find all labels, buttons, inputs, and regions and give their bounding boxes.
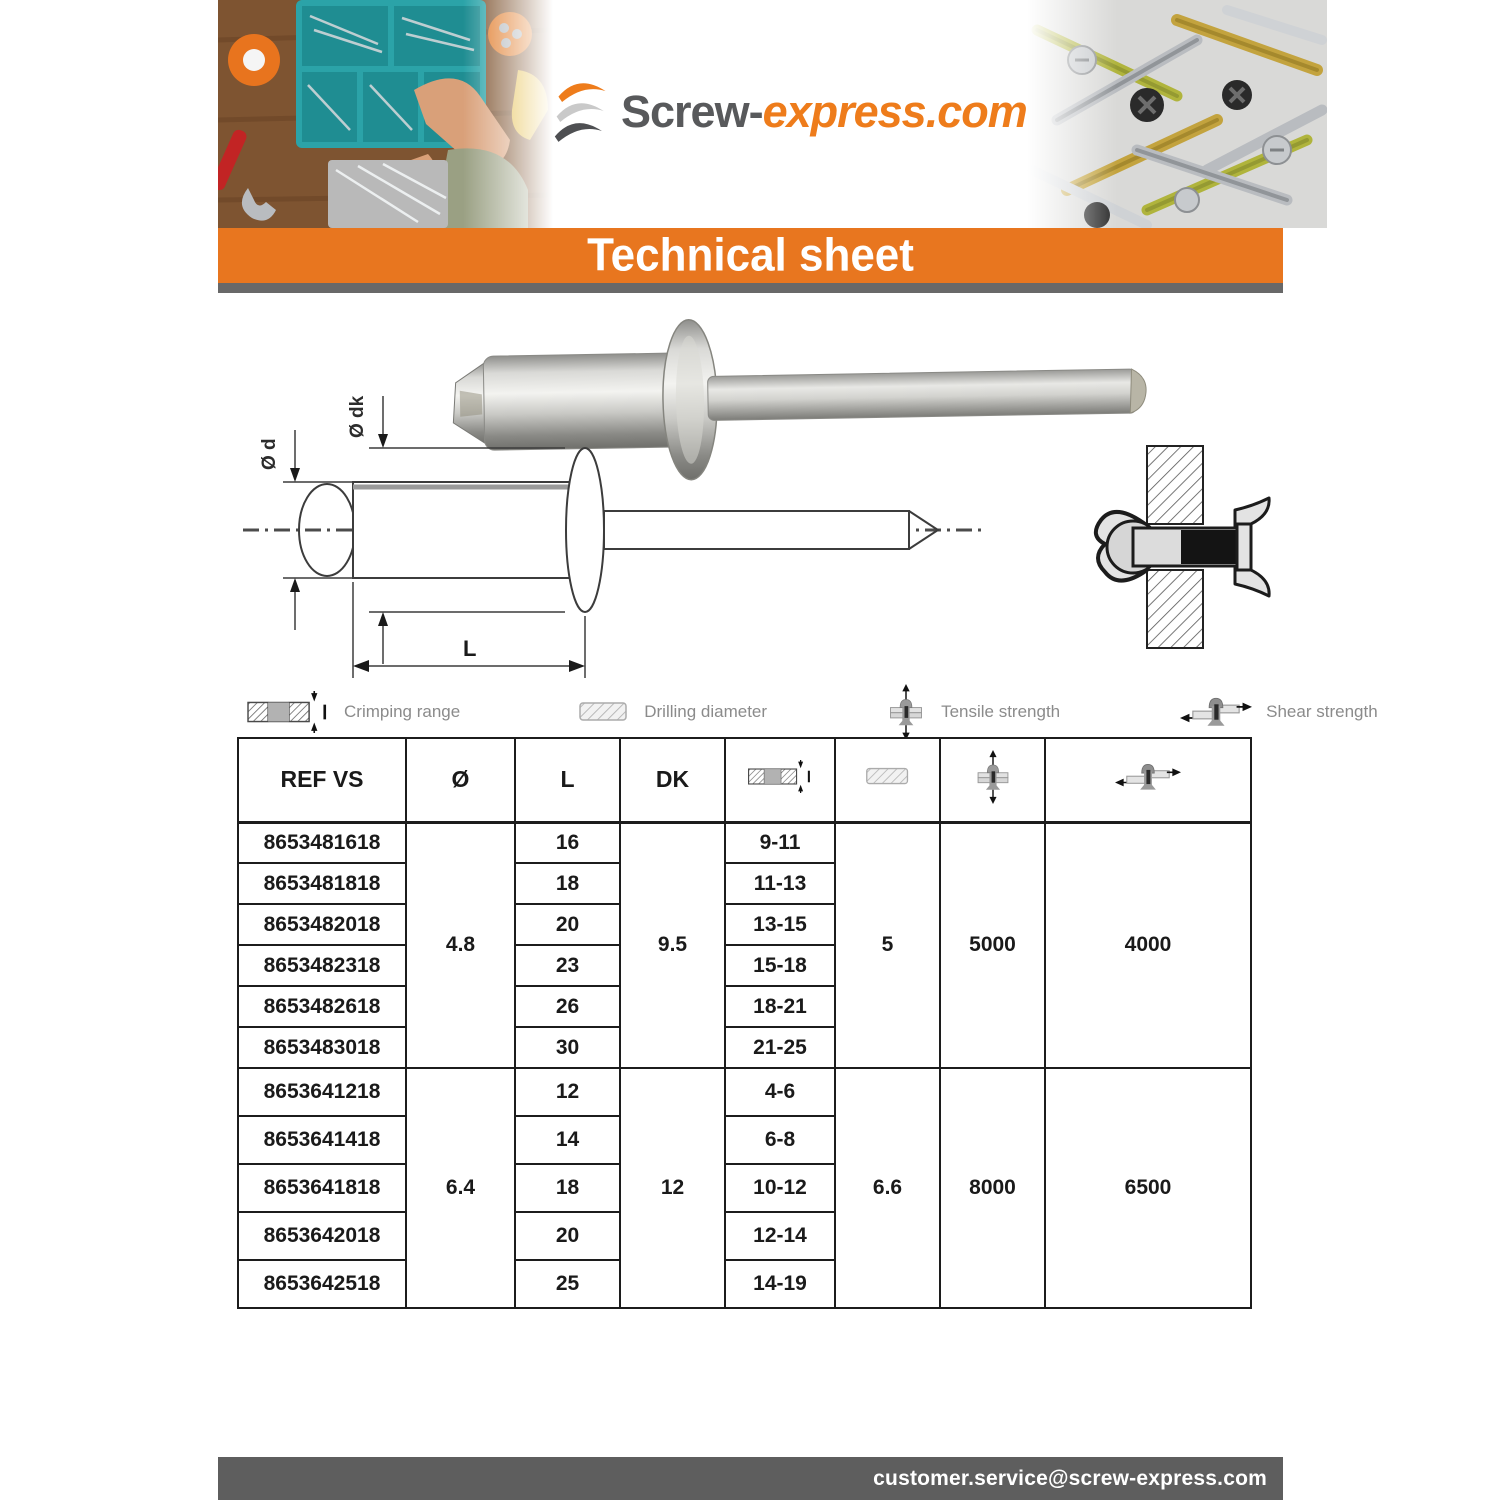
cell-ref: 8653481618 bbox=[238, 822, 406, 863]
customer-service-email: customer.service@screw-express.com bbox=[873, 1466, 1267, 1490]
dim-label-dk: Ø dk bbox=[347, 395, 368, 438]
col-header-shear-strength bbox=[1045, 738, 1251, 822]
cell-crimping-range: 9-11 bbox=[725, 822, 835, 863]
cell-length: 25 bbox=[515, 1260, 620, 1308]
cell-length: 16 bbox=[515, 822, 620, 863]
col-header-tensile-strength bbox=[940, 738, 1045, 822]
cell-shear-strength: 4000 bbox=[1045, 822, 1251, 1068]
cell-shear-strength: 6500 bbox=[1045, 1068, 1251, 1308]
cell-ref: 8653482318 bbox=[238, 945, 406, 986]
crimping-range-icon bbox=[747, 760, 813, 793]
cell-crimping-range: 11-13 bbox=[725, 863, 835, 904]
legend-item-crimping-range bbox=[246, 691, 460, 733]
logo bbox=[553, 78, 1027, 146]
left-photo bbox=[218, 0, 553, 228]
cell-tensile-strength: 5000 bbox=[940, 822, 1045, 1068]
cell-dk: 9.5 bbox=[620, 822, 725, 1068]
cell-ref: 8653482018 bbox=[238, 904, 406, 945]
cell-diameter: 4.8 bbox=[406, 822, 515, 1068]
title-banner bbox=[218, 228, 1283, 283]
shear-strength-icon bbox=[1115, 757, 1181, 797]
banner-underline-strip bbox=[218, 283, 1283, 293]
cell-ref: 8653642018 bbox=[238, 1212, 406, 1260]
cell-length: 12 bbox=[515, 1068, 620, 1116]
dim-label-d: Ø d bbox=[259, 438, 280, 470]
cell-ref: 8653482618 bbox=[238, 986, 406, 1027]
cell-crimping-range: 10-12 bbox=[725, 1164, 835, 1212]
legend-item-tensile-strength bbox=[885, 684, 1060, 740]
cell-crimping-range: 4-6 bbox=[725, 1068, 835, 1116]
tensile-strength-icon bbox=[885, 684, 927, 740]
cell-ref: 8653481818 bbox=[238, 863, 406, 904]
cell-ref: 8653641818 bbox=[238, 1164, 406, 1212]
drilling-diameter-icon bbox=[578, 699, 630, 725]
logo-text bbox=[621, 86, 1027, 138]
col-header-dk: DK bbox=[620, 738, 725, 822]
footer-bar bbox=[218, 1457, 1283, 1500]
legend-label: Tensile strength bbox=[941, 702, 1061, 721]
cell-crimping-range: 14-19 bbox=[725, 1260, 835, 1308]
legend-item-drilling-diameter bbox=[578, 699, 767, 725]
table-row bbox=[238, 1068, 1251, 1116]
spec-table-body bbox=[238, 822, 1251, 1308]
spec-table bbox=[237, 737, 1252, 1309]
table-row bbox=[238, 822, 1251, 863]
crimping-range-icon bbox=[246, 691, 330, 733]
cell-length: 20 bbox=[515, 1212, 620, 1260]
photo-fade bbox=[463, 0, 553, 228]
cell-drilling-diameter: 5 bbox=[835, 822, 940, 1068]
cell-length: 18 bbox=[515, 863, 620, 904]
legend-label: Shear strength bbox=[1266, 702, 1378, 721]
cell-length: 26 bbox=[515, 986, 620, 1027]
page-title: Technical sheet bbox=[587, 229, 914, 281]
cell-length: 14 bbox=[515, 1116, 620, 1164]
col-header-crimping-range bbox=[725, 738, 835, 822]
logo-zone bbox=[553, 0, 1027, 228]
cell-ref: 8653642518 bbox=[238, 1260, 406, 1308]
drilling-diameter-icon bbox=[865, 765, 911, 788]
col-header-diameter: Ø bbox=[406, 738, 515, 822]
cell-crimping-range: 12-14 bbox=[725, 1212, 835, 1260]
legend-label: Crimping range bbox=[344, 702, 461, 721]
dim-label-length: L bbox=[463, 636, 477, 661]
cell-length: 20 bbox=[515, 904, 620, 945]
legend bbox=[218, 692, 1378, 732]
cell-crimping-range: 21-25 bbox=[725, 1027, 835, 1068]
cell-ref: 8653641418 bbox=[238, 1116, 406, 1164]
logo-swoosh-icon bbox=[553, 78, 611, 146]
photo-fade bbox=[1027, 0, 1117, 228]
cell-diameter: 6.4 bbox=[406, 1068, 515, 1308]
tensile-strength-icon bbox=[973, 750, 1013, 804]
col-header-drilling-diameter bbox=[835, 738, 940, 822]
cell-crimping-range: 13-15 bbox=[725, 904, 835, 945]
table-header-row bbox=[238, 738, 1251, 822]
logo-text-secondary: express.com bbox=[762, 86, 1027, 137]
cell-crimping-range: 18-21 bbox=[725, 986, 835, 1027]
right-photo bbox=[1027, 0, 1327, 228]
cell-drilling-diameter: 6.6 bbox=[835, 1068, 940, 1308]
header bbox=[218, 0, 1283, 228]
cell-length: 23 bbox=[515, 945, 620, 986]
spec-table-head bbox=[238, 738, 1251, 822]
cell-length: 30 bbox=[515, 1027, 620, 1068]
shear-strength-icon bbox=[1180, 690, 1252, 734]
col-header-ref: REF VS bbox=[238, 738, 406, 822]
logo-text-primary: Screw- bbox=[621, 86, 763, 137]
legend-label: Drilling diameter bbox=[644, 702, 768, 721]
cell-length: 18 bbox=[515, 1164, 620, 1212]
cell-tensile-strength: 8000 bbox=[940, 1068, 1045, 1308]
cell-crimping-range: 6-8 bbox=[725, 1116, 835, 1164]
cell-dk: 12 bbox=[620, 1068, 725, 1308]
legend-item-shear-strength bbox=[1180, 690, 1378, 734]
col-header-length: L bbox=[515, 738, 620, 822]
cell-ref: 8653483018 bbox=[238, 1027, 406, 1068]
cell-ref: 8653641218 bbox=[238, 1068, 406, 1116]
rivet-technical-drawing bbox=[235, 378, 995, 693]
cell-crimping-range: 15-18 bbox=[725, 945, 835, 986]
installed-rivet-cross-section bbox=[1085, 440, 1285, 655]
